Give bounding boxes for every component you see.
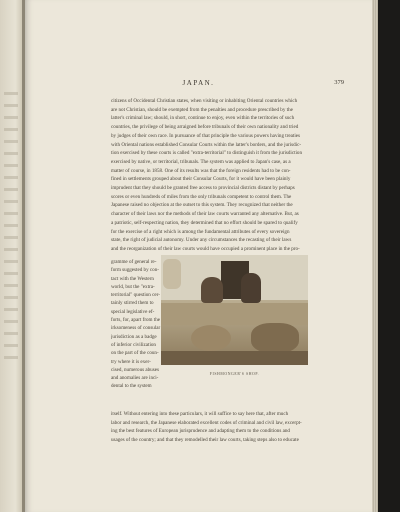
text-line: gramme of general re- bbox=[111, 259, 157, 265]
text-line: a patriotic, self-respecting nation, they determined that no effort should be spared to qualify bbox=[111, 219, 298, 226]
figure-caption: FISHMONGER'S SHOP. bbox=[209, 372, 260, 376]
text-line: labor and research, the Japanese elaborated excellent codes of criminal and civil law, excerpt- bbox=[111, 419, 302, 426]
photo-fishmongers-shop bbox=[161, 255, 308, 365]
figure-right bbox=[241, 273, 261, 303]
text-line: try where it is exer- bbox=[111, 358, 151, 365]
text-line: exercised by native, or territorial, tribunals. The system was applied to Japan's case, as a bbox=[111, 158, 291, 165]
text-line: citizens of Occidental Christian states, when visiting or inhabiting Oriental countries which bbox=[111, 98, 298, 104]
text-line: dental to the system bbox=[111, 383, 152, 390]
hanging-bags bbox=[163, 259, 181, 289]
body-text-bottom bbox=[111, 410, 383, 445]
facing-page-text bbox=[4, 92, 18, 95]
fish-counter bbox=[161, 303, 308, 325]
page-number: 379 bbox=[334, 79, 344, 86]
text-line: on the part of the coun- bbox=[111, 350, 159, 357]
page-stack-edge bbox=[372, 0, 378, 512]
running-head: JAPAN. bbox=[182, 79, 215, 87]
text-line: tion exercised by these courts is called "extra-territorial" to distinguish it from the jurisdiction bbox=[111, 150, 303, 157]
text-line: tact with the Western bbox=[111, 275, 154, 282]
text-line: special legislative ef- bbox=[111, 308, 155, 315]
text-line: jurisdiction as a badge bbox=[111, 333, 157, 340]
text-line: and the reorganization of their law courts would have occupied a prominent place in the pro- bbox=[111, 245, 300, 252]
text-line: character of their laws nor the methods of their law courts warranted any alternative. But, as bbox=[111, 211, 299, 218]
text-line: matter of course, in 1858. One of its results was that the foreign residents had to be con- bbox=[111, 167, 291, 174]
text-line: form suggested by con- bbox=[111, 267, 159, 274]
text-line: forts, for, apart from the bbox=[111, 317, 161, 324]
body-text-top bbox=[111, 97, 383, 254]
text-line: and anomalies are inci- bbox=[111, 375, 159, 382]
book-page bbox=[25, 0, 372, 512]
facing-page-edge bbox=[0, 0, 22, 512]
fish-tub bbox=[251, 323, 299, 353]
text-line: itself. Without entering into these particulars, it will suffice to say here that, after much bbox=[111, 411, 289, 417]
floor bbox=[161, 351, 308, 365]
text-line: territorial" question cer- bbox=[111, 292, 160, 299]
text-line: state, the right of judicial autonomy. Under any circumstances the recasting of their laws bbox=[111, 237, 292, 244]
text-line: by judges of their own race. In pursuance of that principle the various powers having treaties bbox=[111, 132, 300, 139]
text-line: of inferior civilization bbox=[111, 341, 156, 348]
text-line: tainly stirred them to bbox=[111, 300, 154, 307]
text-line: world, but the "extra- bbox=[111, 283, 155, 290]
text-line: cised, numerous abuses bbox=[111, 366, 159, 373]
text-line: usages of the country; and that they remodelled their law courts, taking steps also to educate bbox=[111, 437, 299, 444]
text-line: irksomeness of consular bbox=[111, 325, 161, 332]
text-line: countries, the privilege of being arraigned before tribunals of their own nationality and tried bbox=[111, 124, 299, 131]
text-line: are not Christian, should be exempted from the penalties and procedure prescribed by the bbox=[111, 106, 293, 113]
text-line: scores or even hundreds of miles from the only tribunals competent to control them. The bbox=[111, 193, 292, 200]
text-line: latter's criminal law; should, in short, continue to enjoy, even within the territories of such bbox=[111, 115, 295, 122]
text-line: with Oriental nations established Consular Courts within the latter's borders, and the jurisdic- bbox=[111, 141, 302, 148]
figure-left bbox=[201, 277, 223, 303]
text-line: Japanese raised no objection at the outset to this system. They recognized that neither the bbox=[111, 202, 293, 209]
body-text-narrow-column bbox=[111, 258, 161, 391]
text-line: for the exercise of a right which is among the fundamental attributes of every sovereign bbox=[111, 228, 290, 235]
text-line: ing the best features of European jurisprudence and adapting them to the conditions and bbox=[111, 428, 290, 435]
text-line: fined in settlements grouped about their Consular Courts, for it would have been plainly bbox=[111, 176, 291, 183]
text-line: imprudent that they should be granted free access to provincial districts distant by perhaps bbox=[111, 185, 295, 192]
fish-basket bbox=[191, 325, 231, 351]
